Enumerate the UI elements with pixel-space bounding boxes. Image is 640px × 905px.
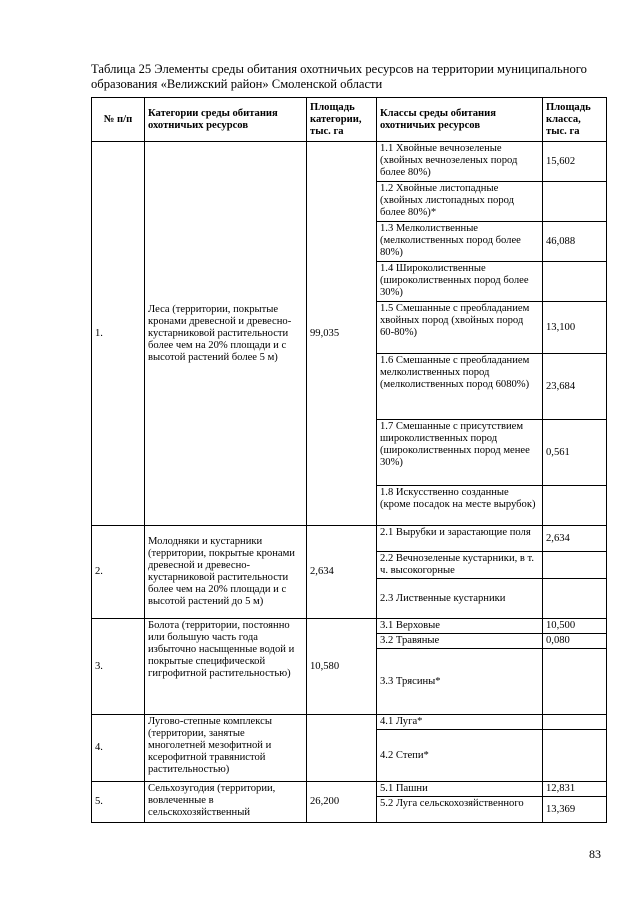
class-name: 1.5 Смешанные с преобладанием хвойных пород (хвойных пород 60-80%) [377,302,543,354]
class-area: 23,684 [543,354,607,420]
caption-line-2: образования «Велижский район» Смоленской области [91,76,383,91]
table-row [92,142,607,182]
header-class: Классы среды обитания охотничьих ресурсов [377,98,543,142]
group-category: Лугово-степные комплексы (территории, занятые многолетней мезофитной и ксерофитной травянистой растительностью) [145,715,307,782]
group-area: 26,200 [307,782,377,823]
class-area: 13,369 [543,797,607,823]
class-name: 1.6 Смешанные с преобладанием мелколиственных пород (мелколиственных пород 6080%) [377,354,543,420]
group-area: 2,634 [307,526,377,619]
group-num: 1. [92,142,145,526]
class-name: 1.3 Мелколиственные (мелколиственных пород более 80%) [377,222,543,262]
class-name: 1.2 Хвойные листопадные (хвойных листопадных пород более 80%)* [377,182,543,222]
class-name: 1.1 Хвойные вечнозеленые (хвойных вечнозеленых пород более 80%) [377,142,543,182]
header-num: № п/п [92,98,145,142]
class-area: 0,080 [543,634,607,649]
class-area [543,262,607,302]
group-area: 99,035 [307,142,377,526]
header-category: Категории среды обитания охотничьих ресурсов [145,98,307,142]
class-area: 2,634 [543,526,607,552]
page-number: 83 [589,847,601,861]
class-area: 12,831 [543,782,607,797]
group-area: 10,580 [307,619,377,715]
group-num: 3. [92,619,145,715]
header-category-area: Площадь категории, тыс. га [307,98,377,142]
group-category: Болота (территории, постоянно или большую часть года избыточно насыщенные водой и покрытые специфической гигрофитной растительностью) [145,619,307,715]
class-area [543,715,607,730]
class-name: 1.4 Широколиственные (широколиственных пород более 30%) [377,262,543,302]
class-area [543,552,607,579]
group-category: Сельхозугодия (территории, вовлеченные в сельскохозяйственный [145,782,307,823]
class-name: 3.1 Верховые [377,619,543,634]
class-area [543,486,607,526]
table-row [92,782,607,797]
group-category: Леса (территории, покрытые кронами древесной и древесно-кустарниковой растительности более чем на 20% площади и с высотой растений более 5 м) [145,142,307,526]
class-name: 4.1 Луга* [377,715,543,730]
class-area [543,730,607,782]
class-name: 4.2 Степи* [377,730,543,782]
habitat-table [91,97,607,823]
class-area: 46,088 [543,222,607,262]
class-name: 5.2 Луга сельскохозяйственного [377,797,543,823]
class-area [543,649,607,715]
class-name: 5.1 Пашни [377,782,543,797]
class-name: 1.8 Искусственно созданные (кроме посадок на месте вырубок) [377,486,543,526]
group-num: 2. [92,526,145,619]
header-class-area: Площадь класса, тыс. га [543,98,607,142]
class-name: 1.7 Смешанные с присутствием широколиственных пород (широколиственных пород менее 30%) [377,420,543,486]
class-name: 3.3 Трясины* [377,649,543,715]
class-area: 0,561 [543,420,607,486]
group-area [307,715,377,782]
table-row [92,526,607,552]
class-name: 2.2 Вечнозеленые кустарники, в т. ч. высокогорные [377,552,543,579]
table-row [92,715,607,730]
class-area: 15,602 [543,142,607,182]
class-area: 10,500 [543,619,607,634]
group-num: 4. [92,715,145,782]
class-area [543,182,607,222]
header-row [92,98,607,142]
table-caption [91,62,611,91]
group-category: Молодняки и кустарники (территории, покрытые кронами древесной и древесно-кустарниковой растительности более чем на 20% площади и с высотой растений до 5 м) [145,526,307,619]
class-name: 2.1 Вырубки и зарастающие поля [377,526,543,552]
caption-line-1: Таблица 25 Элементы среды обитания охотничьих ресурсов на территории муниципального [91,62,587,76]
group-num: 5. [92,782,145,823]
class-name: 2.3 Лиственные кустарники [377,579,543,619]
table-row [92,619,607,634]
class-area [543,579,607,619]
class-area: 13,100 [543,302,607,354]
class-name: 3.2 Травяные [377,634,543,649]
